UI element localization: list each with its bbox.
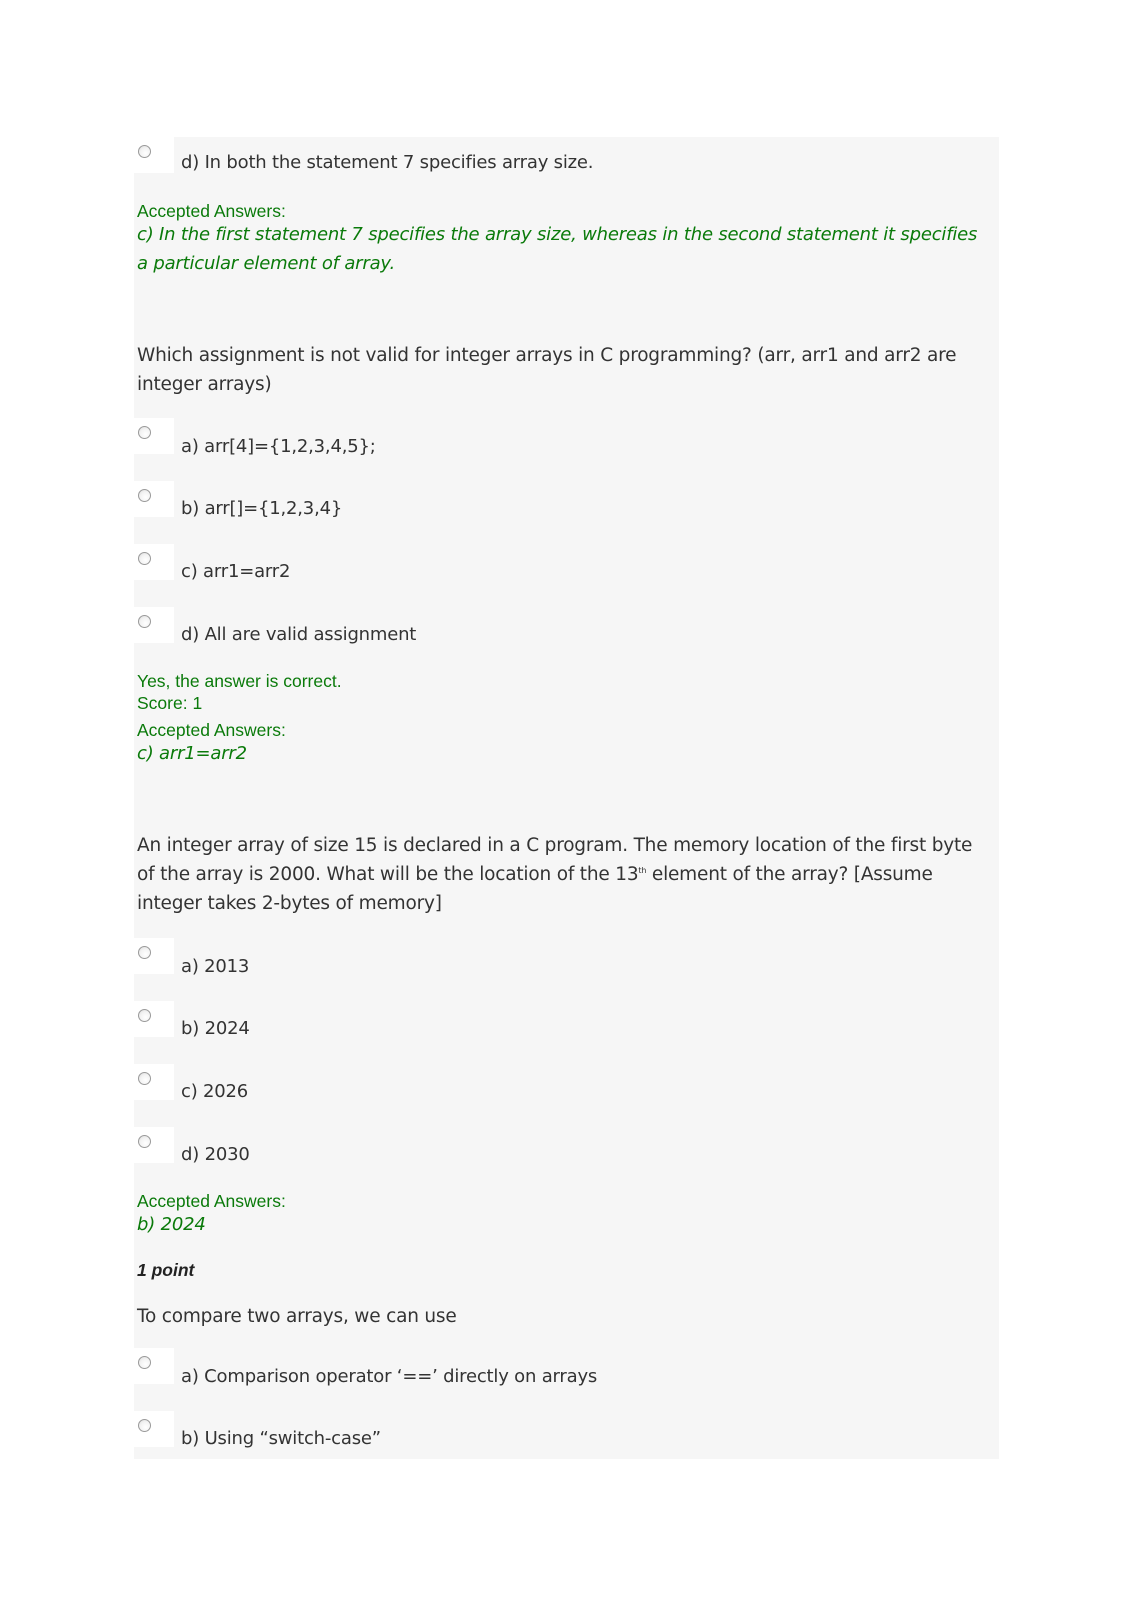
option-label-q3-b: b) Using “switch-case” <box>181 1428 381 1449</box>
option-label-q1-d: d) All are valid assignment <box>181 624 417 645</box>
question-text-array-assignment: Which assignment is not valid for integer arrays in C programming? (arr, arr1 and arr2 are integer arrays) <box>137 345 957 395</box>
option-label-q1-b: b) arr[]={1,2,3,4} <box>181 498 343 519</box>
option-radio-prev-d[interactable] <box>134 137 174 173</box>
option-radio-q2-a[interactable] <box>134 938 174 974</box>
accepted-answer-text: c) In the first statement 7 specifies the array size, whereas in the second statement it specifies a particular element of array. <box>137 224 978 274</box>
accepted-answer-text: b) 2024 <box>137 1214 206 1235</box>
option-label-q3-a: a) Comparison operator ‘==’ directly on arrays <box>181 1366 598 1387</box>
option-radio-q2-d[interactable] <box>134 1127 174 1163</box>
option-label-q1-c: c) arr1=arr2 <box>181 561 291 582</box>
option-radio-q3-b[interactable] <box>134 1411 174 1447</box>
question-text-part2: element of the array? [Assume integer takes 2-bytes of memory] <box>137 864 933 914</box>
option-radio-q1-a[interactable] <box>134 418 174 454</box>
option-radio-q1-b[interactable] <box>134 481 174 517</box>
radio-circle-icon[interactable] <box>138 1072 151 1085</box>
radio-circle-icon[interactable] <box>138 946 151 959</box>
option-radio-q1-c[interactable] <box>134 544 174 580</box>
accepted-answers-label: Accepted Answers: <box>137 201 286 221</box>
radio-circle-icon[interactable] <box>138 1135 151 1148</box>
accepted-answer-text: c) arr1=arr2 <box>137 743 247 764</box>
question-points: 1 point <box>137 1260 195 1280</box>
radio-circle-icon[interactable] <box>138 615 151 628</box>
radio-circle-icon[interactable] <box>138 1356 151 1369</box>
score-text: Score: 1 <box>137 693 203 713</box>
radio-circle-icon[interactable] <box>138 145 151 158</box>
ordinal-suffix: th <box>638 865 647 875</box>
radio-circle-icon[interactable] <box>138 426 151 439</box>
question-text-part1: An integer array of size 15 is declared in a C program. The memory location of the first byte of the array is 2000. What will be the location of the 13 <box>137 835 973 885</box>
option-radio-q1-d[interactable] <box>134 607 174 643</box>
question-text-memory-location <box>137 831 987 918</box>
option-label-q2-c: c) 2026 <box>181 1081 249 1102</box>
option-radio-q2-b[interactable] <box>134 1001 174 1037</box>
option-label-prev-d: d) In both the statement 7 specifies array size. <box>181 152 594 173</box>
question-text-compare-arrays: To compare two arrays, we can use <box>137 1306 457 1327</box>
radio-circle-icon[interactable] <box>138 489 151 502</box>
quiz-panel <box>134 137 999 1459</box>
radio-circle-icon[interactable] <box>138 1419 151 1432</box>
option-label-q2-a: a) 2013 <box>181 956 250 977</box>
option-radio-q3-a[interactable] <box>134 1348 174 1384</box>
option-radio-q2-c[interactable] <box>134 1064 174 1100</box>
radio-circle-icon[interactable] <box>138 1009 151 1022</box>
answer-feedback: Yes, the answer is correct. <box>137 671 342 691</box>
accepted-answers-label: Accepted Answers: <box>137 1191 286 1211</box>
option-label-q2-d: d) 2030 <box>181 1144 250 1165</box>
accepted-answers-label: Accepted Answers: <box>137 720 286 740</box>
option-label-q1-a: a) arr[4]={1,2,3,4,5}; <box>181 436 376 457</box>
option-label-q2-b: b) 2024 <box>181 1018 250 1039</box>
radio-circle-icon[interactable] <box>138 552 151 565</box>
